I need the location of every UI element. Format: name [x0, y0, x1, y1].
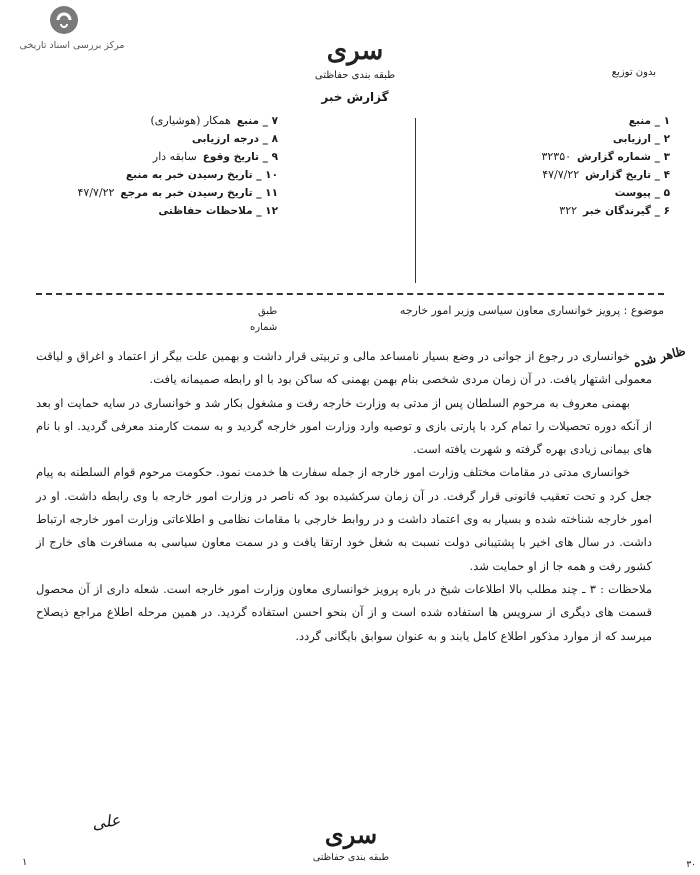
field-value: همکار (هوشیاری) [150, 114, 231, 127]
handwritten-margin-note: ظاهر شده [632, 343, 687, 371]
field-label: ۹ _ تاریخ وقوع [202, 151, 278, 163]
field-value: سابقه دار [152, 150, 197, 163]
archive-logo-text: مرکز بررسی اسناد تاریخی [19, 40, 125, 51]
fields-right-column [422, 112, 670, 220]
field-label: ۵ _ پیوست [614, 187, 670, 199]
field-label: ۷ _ منبع [236, 115, 278, 127]
field-row [30, 202, 278, 220]
header-report-type: گزارش خبر [321, 90, 389, 104]
field-row [30, 184, 278, 202]
report-body [36, 345, 652, 648]
field-row [422, 202, 670, 220]
field-row [30, 112, 278, 130]
fields-left-column [30, 112, 278, 220]
handwritten-signature: علی [90, 810, 122, 833]
field-label: ۱۱ _ تاریخ رسیدن خبر به مرجع [120, 187, 278, 199]
header-classification: طبقه بندی حفاظتی [314, 70, 396, 81]
field-row [30, 166, 278, 184]
reference-labels [250, 304, 277, 336]
field-label: ۸ _ درجه ارزیابی [191, 133, 278, 145]
distribution-note: بدون توزیع [611, 67, 656, 78]
body-paragraph-remarks: ملاحظات : ۳ ـ چند مطلب بالا اطلاعات شیخ در باره پرویز خوانساری معاون وزارت امور خارجه است. شعله داری از آن محصول قسمت های دیگری از سرویس ها استفاده شده است و از آن بنحو احسن استفاده گردید. در همین مرحله اطلاع مراجع ذیصلاح میرسد که از موارد مذکور اطلاع کامل یابند و به عنوان سوابق بایگانی گردد. [36, 581, 652, 643]
header-secret-stamp: سری [326, 36, 384, 66]
archive-logo-icon [50, 6, 78, 34]
field-value: ۴۷/۷/۲۲ [542, 168, 580, 181]
field-value: ۴۷/۷/۲۲ [77, 186, 115, 199]
field-label: ۱۲ _ ملاحظات حفاظتی [158, 205, 278, 217]
field-label: ۴ _ تاریخ گزارش [585, 169, 670, 181]
footer-classification: طبقه بندی حفاظتی [312, 852, 390, 863]
reference-label-b: شماره [250, 322, 278, 333]
field-value: ۳۲۳۵۰ [541, 150, 572, 163]
footer-secret-stamp: سری [324, 820, 378, 849]
report-subject: موضوع : پرویز خوانساری معاون سیاسی وزیر امور خارجه [399, 304, 664, 317]
body-paragraph: خوانساری مدتی در مقامات مختلف وزارت امور خارجه از جمله سفارت ها خدمت نمود. حکومت مرحوم قوام السلطنه به پیام جعل کرد و تحت تعقیب قانونی قرار گرفت. در آن زمان سرکشیده بود که ناصر در وزارت امور خارجه با وی رابطه داشت. او در امور خارجه شناخته شده و بسیار به وی اعتماد داشت و در روابط خارجی با مقامات نظامی و اطلاعاتی وزارت امور خارجه ارتباط داشت. در سال های اخیر با پشتیبانی دولت نسبت به شغل خود ارتقا یافت و در سمت معاون سیاسی به مسافرت های خارج از کشور رفت و همه جا از او حمایت شد. [36, 465, 652, 573]
header-dashed-divider [36, 293, 664, 295]
field-row [422, 184, 670, 202]
report-fields [30, 112, 670, 282]
field-row [30, 130, 278, 148]
field-row [30, 148, 278, 166]
field-label: ۲ _ ارزیابی [612, 133, 670, 145]
corner-mark: ۳۰ [686, 860, 696, 870]
body-paragraph: خوانساری در رجوع از جوانی در وضع بسیار نامساعد مالی و تربیتی قرار داشت و بهمین علت بیگر از اعتماد و اغراق و لیاقت معمولی اشتهار یافت. در آن زمان مردی شخصی بنام بهمن بهمنی که ساکن بود با او رابطه صمیمانه یافت. [36, 349, 652, 387]
field-label: ۱ _ منبع [628, 115, 670, 127]
field-row [422, 130, 670, 148]
field-label: ۶ _ گیرندگان خبر [583, 205, 670, 217]
field-label: ۳ _ شماره گزارش [577, 151, 670, 163]
field-row [422, 166, 670, 184]
field-value: ۳۲۲ [559, 204, 578, 217]
field-label: ۱۰ _ تاریخ رسیدن خبر به منبع [125, 169, 278, 181]
archive-logo [12, 6, 132, 58]
field-row [422, 112, 670, 130]
page-number: ۱ [22, 857, 28, 868]
fields-vertical-divider [415, 118, 416, 283]
field-row [422, 148, 670, 166]
reference-label-a: طبق [257, 306, 278, 317]
body-paragraph: بهمنی معروف به مرحوم السلطان پس از مدتی به وزارت خارجه رفت و مشغول بکار شد و خوانساری در سایه حمایت او بعد از آنکه دوره تحصیلات را تمام کرد با پارتی بازی و توصیه وارد وزارت امور خارجه گردید و به سمت کارمند معرفی گردید. او با نام های بیمانی زیادی بهره گرفته و شهرت یافته است. [36, 395, 652, 457]
